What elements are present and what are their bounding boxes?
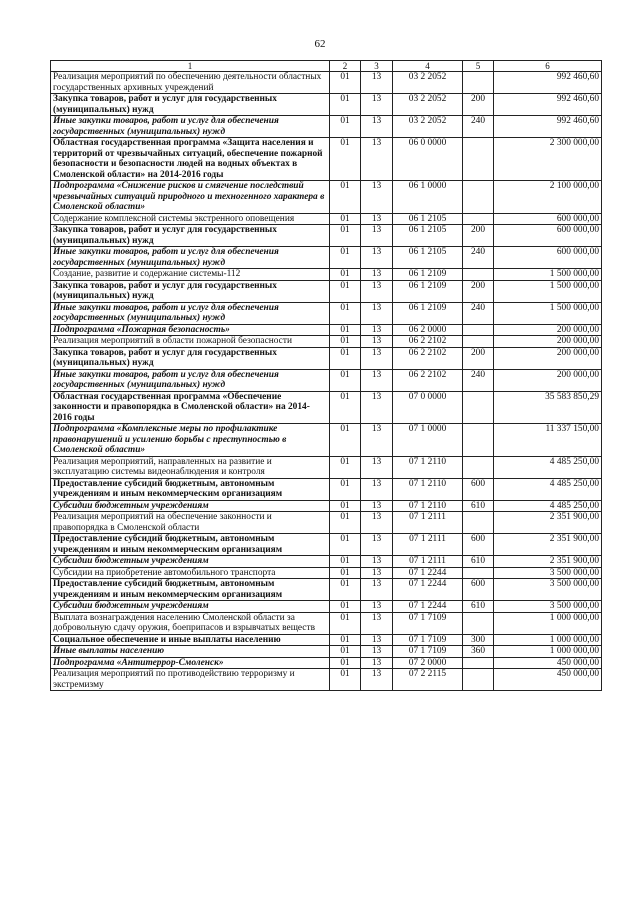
row-amount: 2 351 900,00 (494, 534, 602, 556)
row-subsection: 13 (361, 302, 393, 324)
row-expense-type: 200 (463, 225, 494, 247)
row-subsection: 13 (361, 213, 393, 225)
row-expense-type (463, 213, 494, 225)
row-expense-type (463, 391, 494, 424)
row-section: 01 (330, 181, 361, 214)
table-body (51, 72, 602, 691)
row-name: Подпрограмма «Комплексные меры по профилактике правонарушений и усилению борьбы с преступностью в Смоленской области» (51, 424, 330, 457)
row-name: Закупка товаров, работ и услуг для государственных (муниципальных) нужд (51, 225, 330, 247)
row-target-code: 07 1 7109 (393, 646, 463, 658)
table-row (51, 138, 602, 181)
row-amount: 450 000,00 (494, 657, 602, 669)
row-expense-type: 360 (463, 646, 494, 658)
row-name: Областная государственная программа «Защита населения и территорий от чрезвычайных ситуаций, обеспечение пожарной безопасности и безопасности людей на водных объектах в Смоленской области» на 2014-2016 годы (51, 138, 330, 181)
row-section: 01 (330, 534, 361, 556)
row-section: 01 (330, 369, 361, 391)
table-row (51, 336, 602, 348)
row-section: 01 (330, 669, 361, 691)
row-amount: 450 000,00 (494, 669, 602, 691)
row-section: 01 (330, 579, 361, 601)
table-row (51, 302, 602, 324)
row-expense-type (463, 324, 494, 336)
row-expense-type: 200 (463, 347, 494, 369)
row-name: Предоставление субсидий бюджетным, автономным учреждениям и иным некоммерческим организациям (51, 534, 330, 556)
row-name: Областная государственная программа «Обеспечение законности и правопорядка в Смоленской области» на 2014-2016 годы (51, 391, 330, 424)
row-subsection: 13 (361, 456, 393, 478)
row-name: Субсидии бюджетным учреждениям (51, 500, 330, 512)
row-expense-type (463, 138, 494, 181)
row-target-code: 07 1 2110 (393, 456, 463, 478)
row-target-code: 07 1 7109 (393, 612, 463, 634)
row-amount: 600 000,00 (494, 213, 602, 225)
table-row (51, 657, 602, 669)
row-name: Закупка товаров, работ и услуг для государственных (муниципальных) нужд (51, 94, 330, 116)
row-section: 01 (330, 612, 361, 634)
row-section: 01 (330, 478, 361, 500)
table-row (51, 181, 602, 214)
table-row (51, 601, 602, 613)
row-amount: 992 460,60 (494, 94, 602, 116)
row-expense-type: 610 (463, 556, 494, 568)
row-target-code: 03 2 2052 (393, 72, 463, 94)
table-row (51, 247, 602, 269)
row-target-code: 07 2 2115 (393, 669, 463, 691)
row-subsection: 13 (361, 500, 393, 512)
header-col-5: 5 (463, 61, 494, 72)
row-subsection: 13 (361, 247, 393, 269)
row-subsection: 13 (361, 269, 393, 281)
row-expense-type: 600 (463, 534, 494, 556)
row-expense-type (463, 181, 494, 214)
row-subsection: 13 (361, 512, 393, 534)
row-expense-type: 610 (463, 500, 494, 512)
row-amount: 1 500 000,00 (494, 269, 602, 281)
row-expense-type (463, 336, 494, 348)
row-expense-type: 300 (463, 634, 494, 646)
row-subsection: 13 (361, 612, 393, 634)
row-subsection: 13 (361, 601, 393, 613)
row-name: Социальное обеспечение и иные выплаты населению (51, 634, 330, 646)
header-col-1: 1 (51, 61, 330, 72)
row-expense-type: 240 (463, 369, 494, 391)
row-name: Реализация мероприятий в области пожарной безопасности (51, 336, 330, 348)
table-row (51, 280, 602, 302)
row-amount: 992 460,60 (494, 116, 602, 138)
row-section: 01 (330, 94, 361, 116)
row-section: 01 (330, 567, 361, 579)
budget-table (50, 60, 602, 691)
row-subsection: 13 (361, 579, 393, 601)
row-name: Предоставление субсидий бюджетным, автономным учреждениям и иным некоммерческим организациям (51, 478, 330, 500)
row-section: 01 (330, 280, 361, 302)
row-name: Содержание комплексной системы экстренного оповещения (51, 213, 330, 225)
row-subsection: 13 (361, 116, 393, 138)
row-subsection: 13 (361, 324, 393, 336)
row-amount: 600 000,00 (494, 247, 602, 269)
row-amount: 2 300 000,00 (494, 138, 602, 181)
row-expense-type (463, 72, 494, 94)
row-name: Закупка товаров, работ и услуг для государственных (муниципальных) нужд (51, 347, 330, 369)
row-name: Закупка товаров, работ и услуг для государственных (муниципальных) нужд (51, 280, 330, 302)
row-target-code: 07 1 2111 (393, 556, 463, 568)
row-amount: 992 460,60 (494, 72, 602, 94)
row-target-code: 07 2 0000 (393, 657, 463, 669)
row-subsection: 13 (361, 225, 393, 247)
row-section: 01 (330, 72, 361, 94)
row-amount: 4 485 250,00 (494, 500, 602, 512)
row-subsection: 13 (361, 634, 393, 646)
table-row (51, 478, 602, 500)
row-target-code: 03 2 2052 (393, 94, 463, 116)
row-target-code: 06 1 2109 (393, 302, 463, 324)
row-target-code: 06 1 2105 (393, 213, 463, 225)
row-amount: 600 000,00 (494, 225, 602, 247)
row-subsection: 13 (361, 347, 393, 369)
row-subsection: 13 (361, 94, 393, 116)
row-name: Субсидии на приобретение автомобильного транспорта (51, 567, 330, 579)
row-subsection: 13 (361, 534, 393, 556)
row-subsection: 13 (361, 280, 393, 302)
page-number: 62 (314, 38, 326, 50)
row-section: 01 (330, 347, 361, 369)
table-row (51, 646, 602, 658)
table-row (51, 391, 602, 424)
row-section: 01 (330, 336, 361, 348)
row-expense-type (463, 512, 494, 534)
table-row (51, 579, 602, 601)
header-col-2: 2 (330, 61, 361, 72)
row-subsection: 13 (361, 646, 393, 658)
row-target-code: 07 1 2111 (393, 534, 463, 556)
row-amount: 1 500 000,00 (494, 302, 602, 324)
row-amount: 3 500 000,00 (494, 579, 602, 601)
table-row (51, 269, 602, 281)
row-target-code: 07 1 2244 (393, 567, 463, 579)
row-section: 01 (330, 116, 361, 138)
row-target-code: 07 1 2111 (393, 512, 463, 534)
row-section: 01 (330, 138, 361, 181)
table-row (51, 324, 602, 336)
row-name: Реализация мероприятий по обеспечению деятельности областных государственных архивных учреждений (51, 72, 330, 94)
row-target-code: 06 2 0000 (393, 324, 463, 336)
row-section: 01 (330, 601, 361, 613)
table-row (51, 116, 602, 138)
row-amount: 200 000,00 (494, 324, 602, 336)
row-target-code: 07 1 0000 (393, 424, 463, 457)
row-subsection: 13 (361, 181, 393, 214)
row-name: Выплата вознаграждения населению Смоленской области за добровольную сдачу оружия, боеприпасов и взрывчатых веществ (51, 612, 330, 634)
row-name: Подпрограмма «Снижение рисков и смягчение последствий чрезвычайных ситуаций природного и техногенного характера в Смоленской области» (51, 181, 330, 214)
row-subsection: 13 (361, 556, 393, 568)
table-row (51, 213, 602, 225)
table-row (51, 456, 602, 478)
table-row (51, 567, 602, 579)
table-row (51, 669, 602, 691)
table-row (51, 72, 602, 94)
row-section: 01 (330, 324, 361, 336)
header-col-4: 4 (393, 61, 463, 72)
row-target-code: 06 1 2105 (393, 225, 463, 247)
row-target-code: 07 0 0000 (393, 391, 463, 424)
row-target-code: 06 1 2109 (393, 269, 463, 281)
row-amount: 200 000,00 (494, 347, 602, 369)
row-expense-type (463, 456, 494, 478)
row-target-code: 06 1 0000 (393, 181, 463, 214)
row-section: 01 (330, 424, 361, 457)
row-name: Иные закупки товаров, работ и услуг для обеспечения государственных (муниципальных) нужд (51, 116, 330, 138)
row-expense-type (463, 657, 494, 669)
row-section: 01 (330, 391, 361, 424)
row-expense-type: 200 (463, 280, 494, 302)
row-amount: 1 000 000,00 (494, 612, 602, 634)
row-section: 01 (330, 657, 361, 669)
row-target-code: 07 1 2244 (393, 579, 463, 601)
row-name: Иные выплаты населению (51, 646, 330, 658)
row-expense-type: 200 (463, 94, 494, 116)
row-name: Иные закупки товаров, работ и услуг для обеспечения государственных (муниципальных) нужд (51, 302, 330, 324)
row-subsection: 13 (361, 424, 393, 457)
row-amount: 4 485 250,00 (494, 478, 602, 500)
table-row (51, 634, 602, 646)
table-row (51, 612, 602, 634)
row-section: 01 (330, 213, 361, 225)
row-section: 01 (330, 646, 361, 658)
row-expense-type: 240 (463, 247, 494, 269)
row-target-code: 03 2 2052 (393, 116, 463, 138)
table-row (51, 424, 602, 457)
row-target-code: 06 1 2109 (393, 280, 463, 302)
row-expense-type: 600 (463, 579, 494, 601)
row-amount: 1 500 000,00 (494, 280, 602, 302)
row-subsection: 13 (361, 138, 393, 181)
row-target-code: 07 1 2110 (393, 500, 463, 512)
row-section: 01 (330, 456, 361, 478)
row-expense-type (463, 269, 494, 281)
table-row (51, 534, 602, 556)
table-row (51, 369, 602, 391)
row-target-code: 06 1 2105 (393, 247, 463, 269)
row-name: Реализация мероприятий, направленных на развитие и эксплуатацию системы видеонаблюдения и контроля (51, 456, 330, 478)
row-subsection: 13 (361, 478, 393, 500)
row-target-code: 07 1 7109 (393, 634, 463, 646)
table-row (51, 512, 602, 534)
row-name: Подпрограмма «Антитеррор-Смоленск» (51, 657, 330, 669)
row-subsection: 13 (361, 391, 393, 424)
row-subsection: 13 (361, 336, 393, 348)
row-name: Субсидии бюджетным учреждениям (51, 601, 330, 613)
row-amount: 200 000,00 (494, 369, 602, 391)
row-target-code: 07 1 2244 (393, 601, 463, 613)
row-section: 01 (330, 512, 361, 534)
row-section: 01 (330, 269, 361, 281)
row-expense-type (463, 567, 494, 579)
row-section: 01 (330, 302, 361, 324)
row-amount: 3 500 000,00 (494, 601, 602, 613)
row-target-code: 07 1 2110 (393, 478, 463, 500)
header-col-3: 3 (361, 61, 393, 72)
table-row (51, 225, 602, 247)
row-section: 01 (330, 247, 361, 269)
row-amount: 11 337 150,00 (494, 424, 602, 457)
row-expense-type: 240 (463, 302, 494, 324)
row-amount: 1 000 000,00 (494, 634, 602, 646)
row-section: 01 (330, 500, 361, 512)
row-name: Иные закупки товаров, работ и услуг для обеспечения государственных (муниципальных) нужд (51, 247, 330, 269)
row-section: 01 (330, 556, 361, 568)
header-col-6: 6 (494, 61, 602, 72)
row-target-code: 06 0 0000 (393, 138, 463, 181)
row-expense-type: 600 (463, 478, 494, 500)
table-row (51, 94, 602, 116)
row-target-code: 06 2 2102 (393, 336, 463, 348)
table-header-row (51, 61, 602, 72)
row-subsection: 13 (361, 72, 393, 94)
row-name: Создание, развитие и содержание системы-112 (51, 269, 330, 281)
table-row (51, 500, 602, 512)
row-name: Субсидии бюджетным учреждениям (51, 556, 330, 568)
row-expense-type (463, 612, 494, 634)
row-expense-type: 610 (463, 601, 494, 613)
row-name: Реализация мероприятий по противодействию терроризму и экстремизму (51, 669, 330, 691)
table-row (51, 347, 602, 369)
row-amount: 4 485 250,00 (494, 456, 602, 478)
row-amount: 35 583 850,29 (494, 391, 602, 424)
row-name: Предоставление субсидий бюджетным, автономным учреждениям и иным некоммерческим организациям (51, 579, 330, 601)
row-expense-type (463, 424, 494, 457)
row-amount: 200 000,00 (494, 336, 602, 348)
row-subsection: 13 (361, 657, 393, 669)
row-section: 01 (330, 634, 361, 646)
row-expense-type (463, 669, 494, 691)
row-amount: 2 100 000,00 (494, 181, 602, 214)
row-target-code: 06 2 2102 (393, 369, 463, 391)
row-name: Подпрограмма «Пожарная безопасность» (51, 324, 330, 336)
row-expense-type: 240 (463, 116, 494, 138)
row-name: Иные закупки товаров, работ и услуг для обеспечения государственных (муниципальных) нужд (51, 369, 330, 391)
row-target-code: 06 2 2102 (393, 347, 463, 369)
table-row (51, 556, 602, 568)
row-amount: 2 351 900,00 (494, 512, 602, 534)
row-amount: 3 500 000,00 (494, 567, 602, 579)
row-section: 01 (330, 225, 361, 247)
row-amount: 1 000 000,00 (494, 646, 602, 658)
row-subsection: 13 (361, 369, 393, 391)
row-name: Реализация мероприятий на обеспечение законности и правопорядка в Смоленской области (51, 512, 330, 534)
row-amount: 2 351 900,00 (494, 556, 602, 568)
row-subsection: 13 (361, 669, 393, 691)
row-subsection: 13 (361, 567, 393, 579)
